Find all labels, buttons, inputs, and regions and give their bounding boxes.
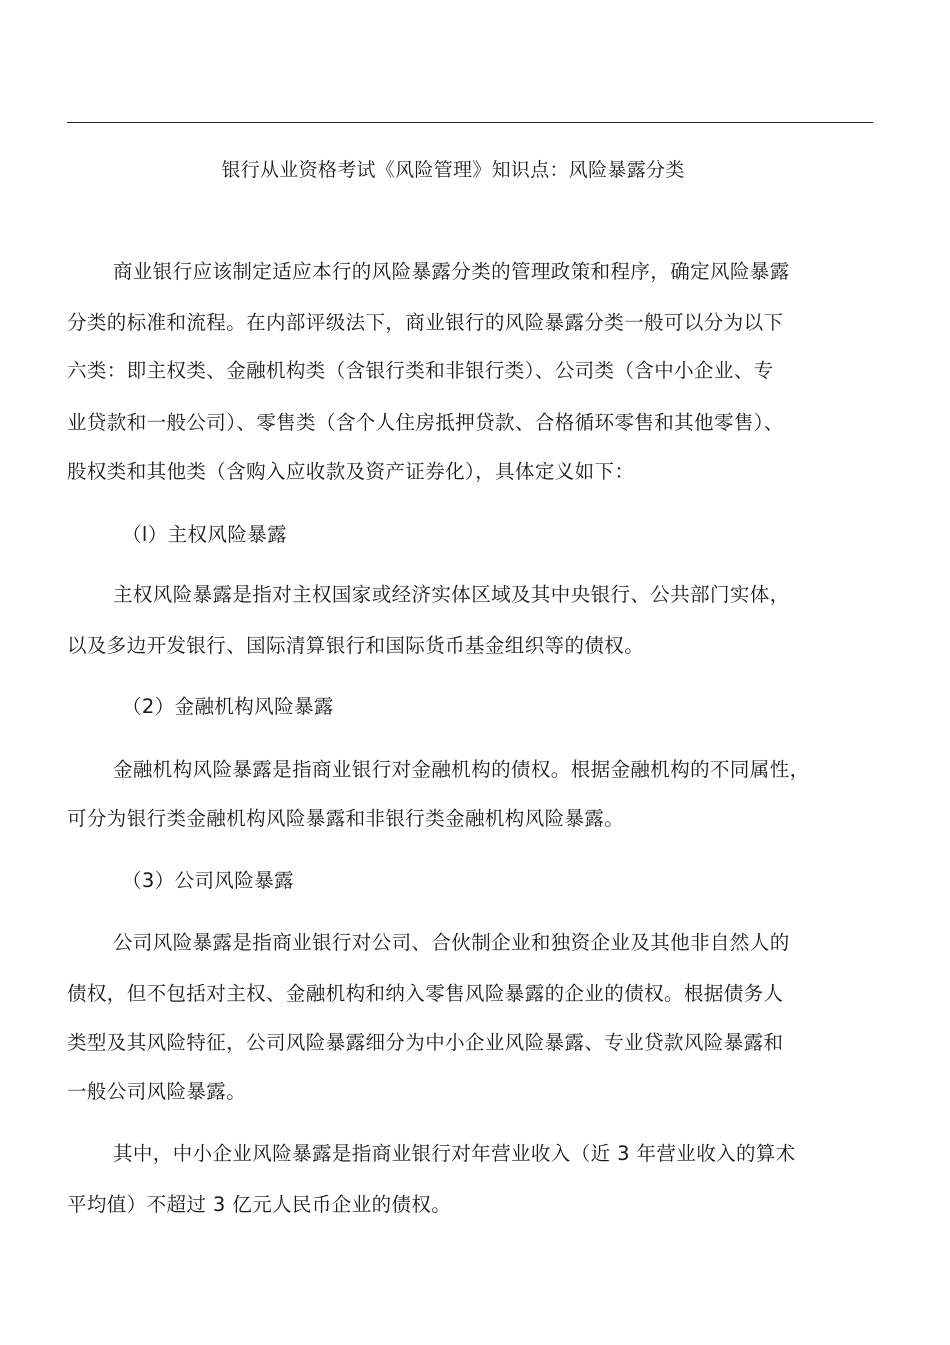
header-rule: [67, 122, 873, 123]
paragraph-line: 六类：即主权类、金融机构类（含银行类和非银行类）、公司类（含中小企业、专: [67, 359, 774, 382]
paragraph-line: 平均值）不超过 3 亿元人民币企业的债权。: [67, 1193, 452, 1216]
paragraph-line: 金融机构风险暴露是指商业银行对金融机构的债权。根据金融机构的不同属性，: [113, 758, 810, 781]
paragraph-line: 可分为银行类金融机构风险暴露和非银行类金融机构风险暴露。: [67, 807, 625, 830]
paragraph-line: 债权，但不包括对主权、金融机构和纳入零售风险暴露的企业的债权。根据债务人: [67, 982, 784, 1005]
paragraph-line: 主权风险暴露是指对主权国家或经济实体区域及其中央银行、公共部门实体，: [113, 583, 790, 606]
paragraph-line: 类型及其风险特征，公司风险暴露细分为中小企业风险暴露、专业贷款风险暴露和: [67, 1031, 784, 1054]
paragraph-line: 以及多边开发银行、国际清算银行和国际货币基金组织等的债权。: [67, 634, 645, 657]
paragraph-line: 分类的标准和流程。在内部评级法下，商业银行的风险暴露分类一般可以分为以下: [67, 311, 784, 334]
section-heading: （l）主权风险暴露: [122, 523, 288, 546]
paragraph-line: 一般公司风险暴露。: [67, 1080, 247, 1103]
section-heading: （3）公司风险暴露: [122, 869, 295, 892]
paragraph-line: 公司风险暴露是指商业银行对公司、合伙制企业和独资企业及其他非自然人的: [113, 931, 790, 954]
paragraph-line: 商业银行应该制定适应本行的风险暴露分类的管理政策和程序，确定风险暴露: [113, 260, 790, 283]
section-heading: （2）金融机构风险暴露: [122, 695, 334, 718]
paragraph-line: 股权类和其他类（含购入应收款及资产证券化），具体定义如下：: [67, 460, 635, 483]
document-title: 银行从业资格考试《风险管理》知识点：风险暴露分类: [221, 159, 685, 181]
paragraph-line: 其中，中小企业风险暴露是指商业银行对年营业收入（近 3 年营业收入的算术: [113, 1142, 796, 1165]
paragraph-line: 业贷款和一般公司）、零售类（含个人住房抵押贷款、合格循环零售和其他零售）、: [67, 411, 784, 434]
